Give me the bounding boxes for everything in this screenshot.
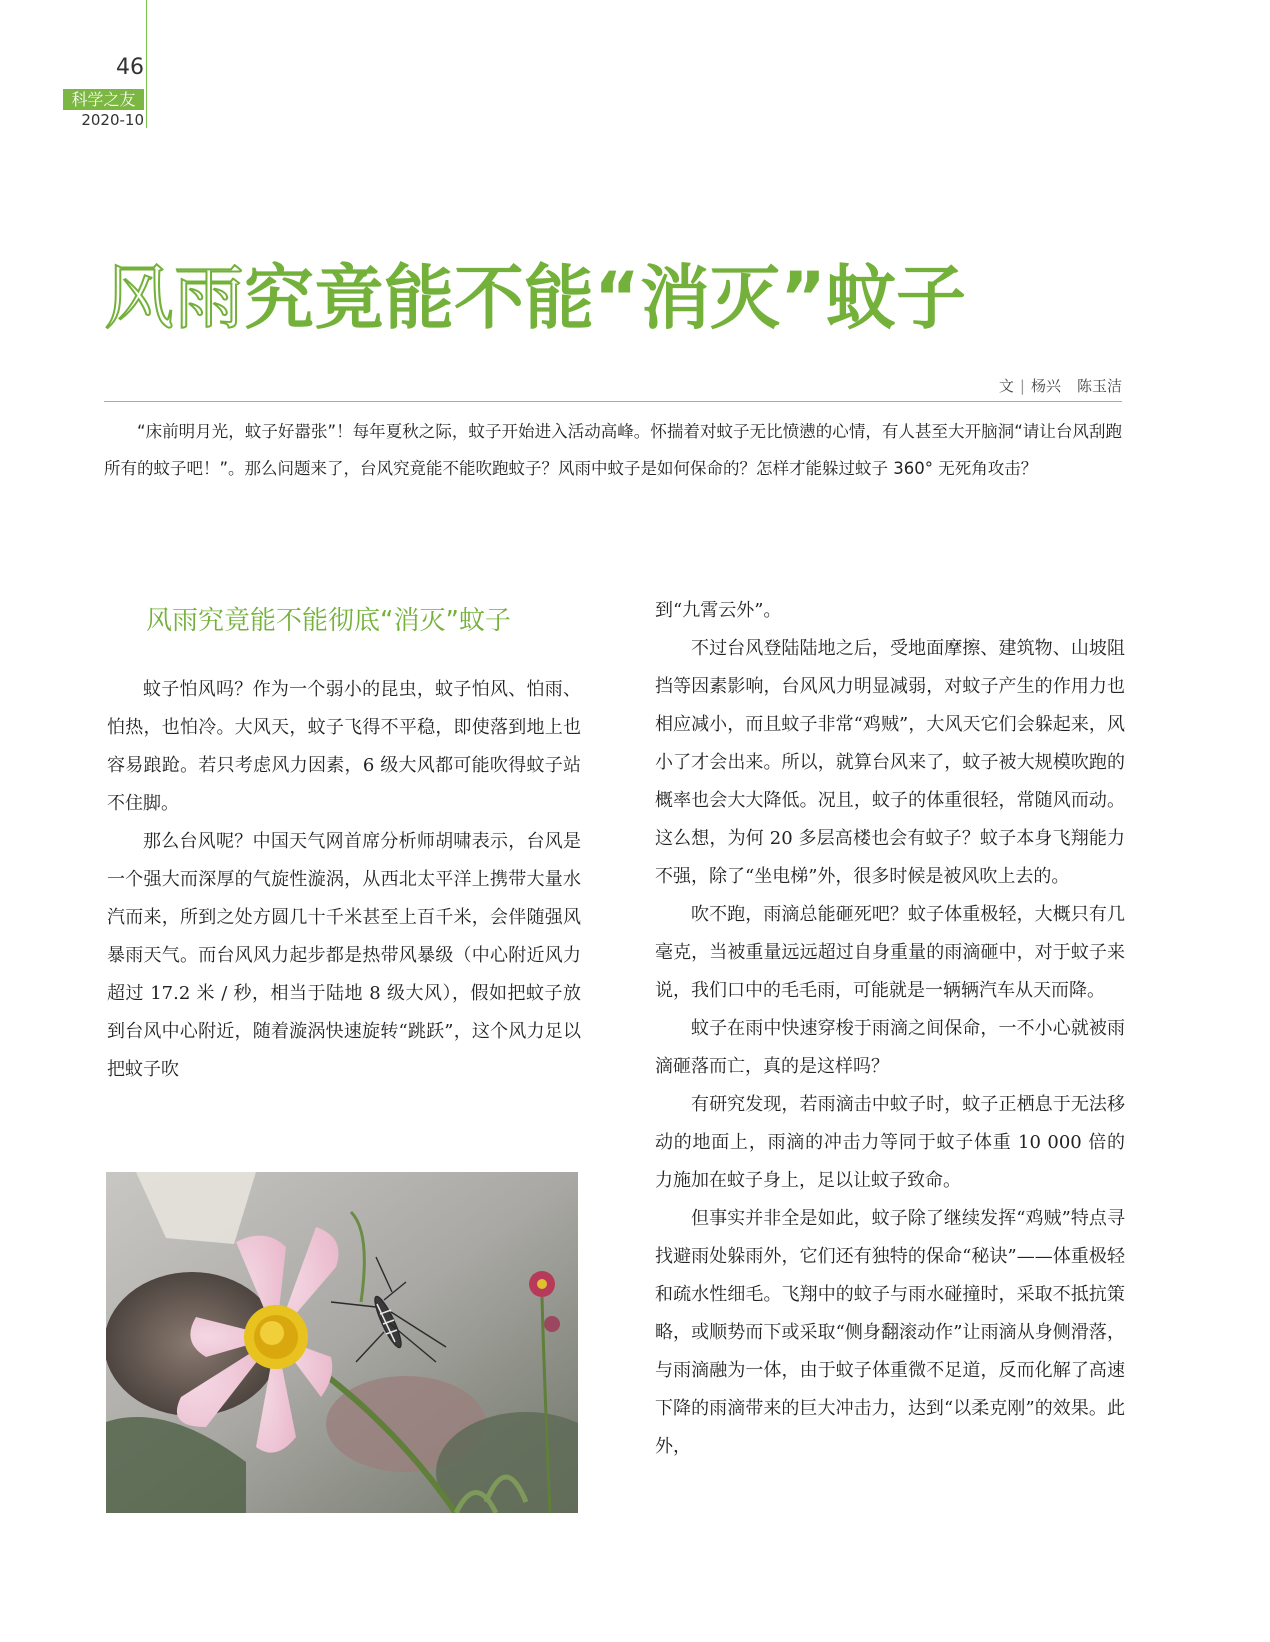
author-name: 陈玉洁 xyxy=(1076,377,1122,395)
magazine-name-badge: 科学之友 xyxy=(63,89,144,110)
header-divider-line xyxy=(146,0,147,128)
paragraph: 但事实并非全是如此，蚊子除了继续发挥“鸡贼”特点寻找避雨处躲雨外，它们还有独特的保命“秘诀”——体重极轻和疏水性细毛。飞翔中的蚊子与雨水碰撞时，采取不抵抗策略，或顺势而下或采取“侧身翻滚动作”让雨滴从身侧滑落，与雨滴融为一体，由于蚊子体重微不足道，反而化解了高速下降的雨滴带来的巨大冲击力，达到“以柔克刚”的效果。此外， xyxy=(655,1208,1125,1457)
byline-separator: | xyxy=(1019,377,1025,395)
article-title-light: 风雨 xyxy=(104,257,244,339)
paragraph: 吹不跑，雨滴总能砸死吧？蚊子体重极轻，大概只有几毫克，当被重量远远超过自身重量的雨滴砸中，对于蚊子来说，我们口中的毛毛雨，可能就是一辆辆汽车从天而降。 xyxy=(655,904,1125,1001)
byline-label: 文 xyxy=(998,377,1014,395)
page-number: 46 xyxy=(116,55,144,80)
mosquito-on-flower-photo xyxy=(106,1172,578,1513)
byline xyxy=(999,375,1122,396)
author-name: 杨兴 xyxy=(1030,377,1061,395)
article-title xyxy=(104,258,966,338)
article-title-bold: 究竟能不能“消灭”蚊子 xyxy=(244,257,967,339)
left-column xyxy=(107,671,581,1089)
paragraph: 蚊子怕风吗？作为一个弱小的昆虫，蚊子怕风、怕雨、怕热，也怕冷。大风天，蚊子飞得不平稳，即使落到地上也容易踉跄。若只考虑风力因素，6 级大风都可能吹得蚊子站不住脚。 xyxy=(107,679,581,814)
paragraph-continuation: 到“九霄云外”。 xyxy=(655,600,782,621)
right-column xyxy=(655,592,1125,1466)
issue-date: 2020-10 xyxy=(81,111,144,129)
title-divider xyxy=(104,401,1122,402)
paragraph: 那么台风呢？中国天气网首席分析师胡啸表示，台风是一个强大而深厚的气旋性漩涡，从西北太平洋上携带大量水汽而来，所到之处方圆几十千米甚至上百千米，会伴随强风暴雨天气。而台风风力起步都是热带风暴级（中心附近风力超过 17.2 米 / 秒，相当于陆地 8 级大风），假如把蚊子放到台风中心附近，随着漩涡快速旋转“跳跃”，这个风力足以把蚊子吹 xyxy=(107,831,581,1080)
paragraph: 有研究发现，若雨滴击中蚊子时，蚊子正栖息于无法移动的地面上，雨滴的冲击力等同于蚊子体重 10 000 倍的力施加在蚊子身上，足以让蚊子致命。 xyxy=(655,1094,1125,1191)
article-intro: “床前明月光，蚊子好嚣张”！每年夏秋之际，蚊子开始进入活动高峰。怀揣着对蚊子无比愤懑的心情，有人甚至大开脑洞“请让台风刮跑所有的蚊子吧！”。那么问题来了，台风究竟能不能吹跑蚊子？风雨中蚊子是如何保命的？怎样才能躲过蚊子 360° 无死角攻击？ xyxy=(104,422,1122,478)
paragraph: 不过台风登陆陆地之后，受地面摩擦、建筑物、山坡阻挡等因素影响，台风风力明显减弱，对蚊子产生的作用力也相应减小，而且蚊子非常“鸡贼”，大风天它们会躲起来，风小了才会出来。所以，就算台风来了，蚊子被大规模吹跑的概率也会大大降低。况且，蚊子的体重很轻，常随风而动。这么想，为何 20 多层高楼也会有蚊子？蚊子本身飞翔能力不强，除了“坐电梯”外，很多时候是被风吹上去的。 xyxy=(655,638,1125,887)
paragraph: 蚊子在雨中快速穿梭于雨滴之间保命，一不小心就被雨滴砸落而亡，真的是这样吗？ xyxy=(655,1018,1125,1077)
section-heading: 风雨究竟能不能彻底“消灭”蚊子 xyxy=(146,606,511,636)
